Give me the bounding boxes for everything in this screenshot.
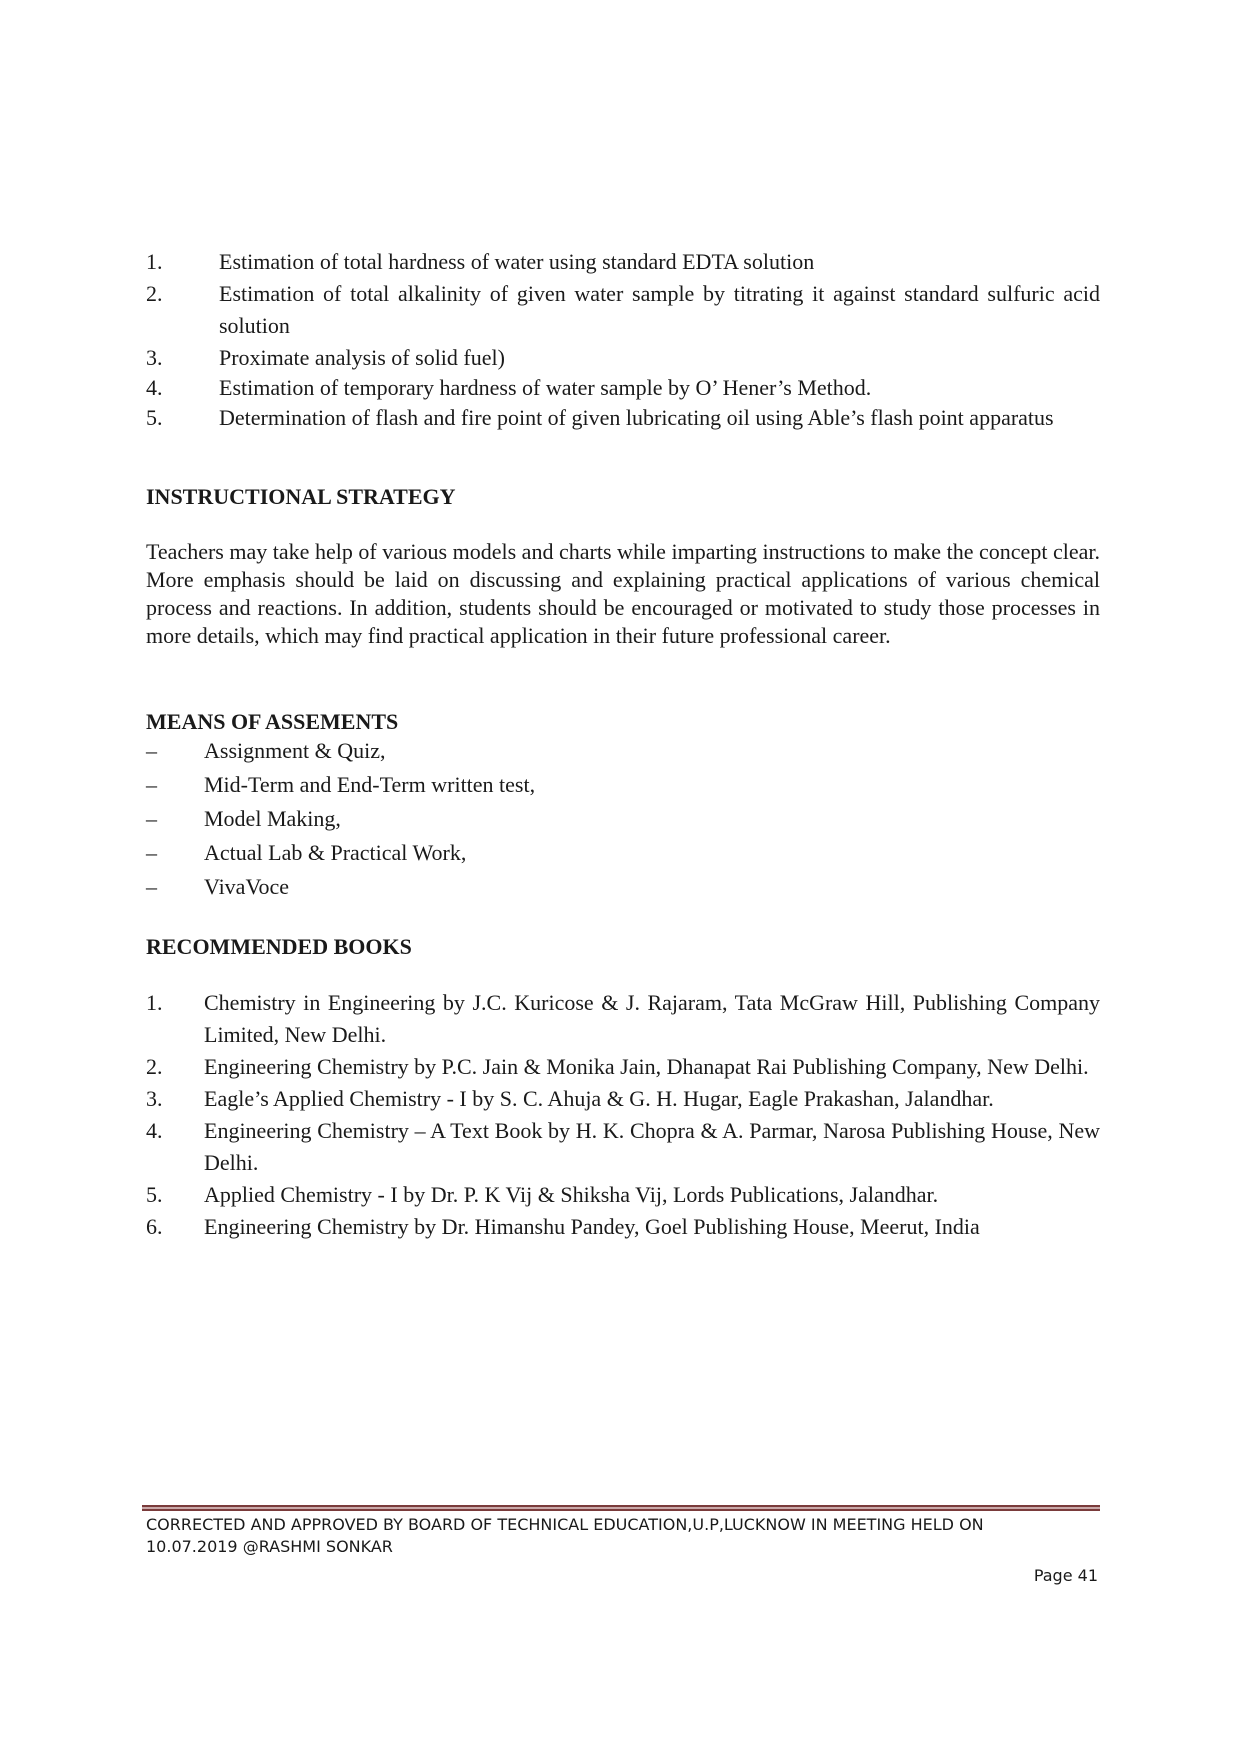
item-text: Estimation of total alkalinity of given water sample by titrating it against standard sulfuric acid solution xyxy=(219,281,1100,338)
list-item xyxy=(146,1083,1100,1115)
item-number: 5. xyxy=(146,405,163,430)
item-number: 1. xyxy=(146,249,163,274)
list-item xyxy=(146,734,1100,768)
list-item xyxy=(146,374,1100,402)
instructional-strategy-heading: INSTRUCTIONAL STRATEGY xyxy=(146,484,456,509)
recommended-books-heading: RECOMMENDED BOOKS xyxy=(146,934,412,959)
item-text: Actual Lab & Practical Work, xyxy=(204,840,467,865)
bullet: – xyxy=(146,840,157,865)
list-item xyxy=(146,1051,1100,1083)
item-number: 3. xyxy=(146,1086,163,1111)
item-text: Estimation of total hardness of water using standard EDTA solution xyxy=(219,249,815,274)
footer-line-2: 10.07.2019 @RASHMI SONKAR xyxy=(146,1537,393,1556)
list-item xyxy=(146,870,1100,904)
item-text: Engineering Chemistry by Dr. Himanshu Pandey, Goel Publishing House, Meerut, India xyxy=(204,1214,980,1239)
list-item xyxy=(146,836,1100,870)
list-item xyxy=(146,404,1100,432)
list-item xyxy=(146,1211,1100,1243)
list-item xyxy=(146,248,1100,276)
instructional-strategy-text: Teachers may take help of various models and charts while imparting instructions to make the concept clear. More emphasis should be laid on discussing and explaining practical applications of various chemical process and reactions. In addition, students should be encouraged or motivated to study those processes in more details, which may find practical application in their future professional career. xyxy=(146,539,1100,648)
item-number: 1. xyxy=(146,990,163,1015)
item-text: Assignment & Quiz, xyxy=(204,738,386,763)
footer-line-1: CORRECTED AND APPROVED BY BOARD OF TECHNICAL EDUCATION,U.P,LUCKNOW IN MEETING HELD ON xyxy=(146,1515,984,1534)
item-text: Model Making, xyxy=(204,806,341,831)
experiment-list xyxy=(146,248,1100,434)
footer-approval-text xyxy=(146,1514,1100,1558)
bullet: – xyxy=(146,738,157,763)
item-text: Chemistry in Engineering by J.C. Kuricose & J. Rajaram, Tata McGraw Hill, Publishing Company Limited, New Delhi. xyxy=(204,990,1100,1047)
assessment-list xyxy=(146,734,1100,904)
list-item xyxy=(146,278,1100,342)
item-text: VivaVoce xyxy=(204,874,290,899)
bullet: – xyxy=(146,806,157,831)
page-number: Page 41 xyxy=(1033,1566,1098,1585)
list-item xyxy=(146,1115,1100,1179)
item-text: Engineering Chemistry by P.C. Jain & Monika Jain, Dhanapat Rai Publishing Company, New Delhi. xyxy=(204,1054,1089,1079)
item-number: 6. xyxy=(146,1214,163,1239)
book-list xyxy=(146,987,1100,1243)
item-number: 2. xyxy=(146,1054,163,1079)
means-of-assessment-heading: MEANS OF ASSEMENTS xyxy=(146,709,399,734)
item-text: Estimation of temporary hardness of water sample by O’ Hener’s Method. xyxy=(219,375,872,400)
bullet: – xyxy=(146,874,157,899)
item-number: 4. xyxy=(146,375,163,400)
item-number: 4. xyxy=(146,1118,163,1143)
footer-divider xyxy=(142,1505,1100,1511)
bullet: – xyxy=(146,772,157,797)
list-item xyxy=(146,1179,1100,1211)
item-text: Engineering Chemistry – A Text Book by H. K. Chopra & A. Parmar, Narosa Publishing House, New Delhi. xyxy=(204,1118,1100,1175)
item-number: 2. xyxy=(146,281,163,306)
list-item xyxy=(146,768,1100,802)
list-item xyxy=(146,987,1100,1051)
list-item xyxy=(146,344,1100,372)
list-item xyxy=(146,802,1100,836)
item-text: Eagle’s Applied Chemistry - I by S. C. Ahuja & G. H. Hugar, Eagle Prakashan, Jalandhar. xyxy=(204,1086,994,1111)
item-number: 3. xyxy=(146,345,163,370)
item-text: Mid-Term and End-Term written test, xyxy=(204,772,536,797)
item-text: Proximate analysis of solid fuel) xyxy=(219,345,505,370)
item-number: 5. xyxy=(146,1182,163,1207)
item-text: Applied Chemistry - I by Dr. P. K Vij & Shiksha Vij, Lords Publications, Jalandhar. xyxy=(204,1182,939,1207)
item-text: Determination of flash and fire point of given lubricating oil using Able’s flash point apparatus xyxy=(219,405,1054,430)
